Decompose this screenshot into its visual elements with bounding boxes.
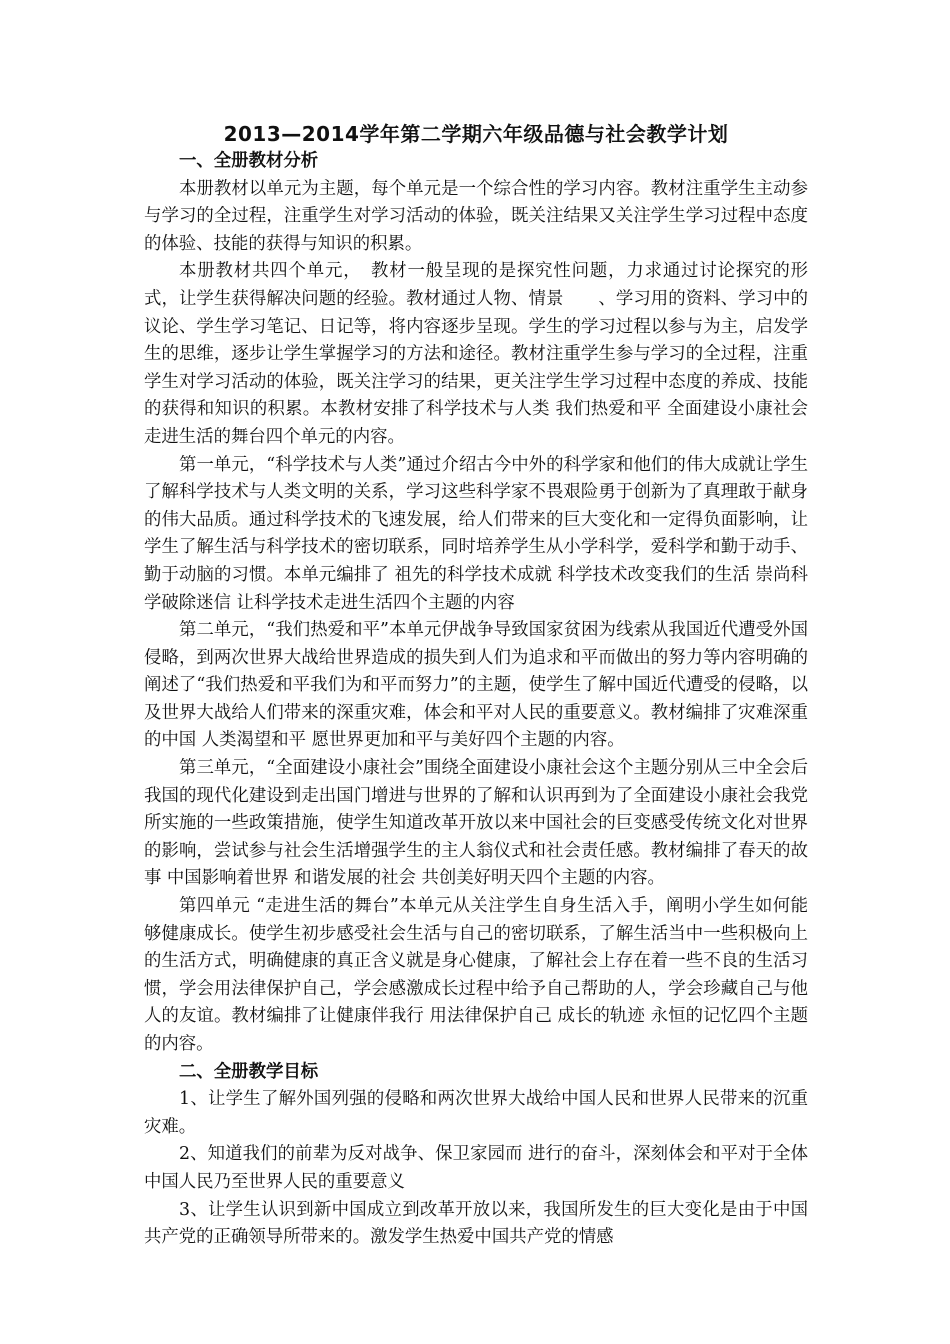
paragraph: 本册教材以单元为主题，每个单元是一个综合性的学习内容。教材注重学生主动参与学习的全过程，注重学生对学习活动的体验，既关注结果又关注学生学习过程中态度的体验、技能的获得与知识的积累。 <box>144 178 808 254</box>
section-heading-textbook-analysis: 一、全册教材分析 <box>179 151 319 171</box>
section-heading-teaching-goals: 二、全册教学目标 <box>179 1061 319 1082</box>
goal-item: 2、知道我们的前辈为反对战争、保卫家园而 进行的奋斗，深刻体会和平对于全体中国人民乃至世界人民的重要意义 <box>144 1144 808 1192</box>
paragraph: 第三单元，“全面建设小康社会”围绕全面建设小康社会这个主题分别从三中全会后我国的现代化建设到走出国门增进与世界的了解和认识再到为了全面建设小康社会我党所实施的一些政策措施，使学生知道改革开放以来中国社会的巨变感受传统文化对世界的影响，尝试参与社会生活增强学生的主人翁仪式和社会责任感。教材编排了春天的故事 中国影响着世界 和谐发展的社会 共创美好明天四个主题的内容。 <box>144 758 808 889</box>
paragraph: 第二单元，“我们热爱和平”本单元伊战争导致国家贫困为线索从我国近代遭受外国侵略，到两次世界大战给世界造成的损失到人们为追求和平而做出的努力等内容明确的阐述了“我们热爱和平我们为和平而努力”的主题，使学生了解中国近代遭受的侵略，以及世界大战给人们带来的深重灾难，体会和平对人民的重要意义。教材编排了灾难深重的中国 人类渴望和平 愿世界更加和平与美好四个主题的内容。 <box>144 620 808 751</box>
paragraph: 本册教材共四个单元， 教材一般呈现的是探究性问题，力求通过讨论探究的形式，让学生获得解决问题的经验。教材通过人物、情景 、学习用的资料、学习中的议论、学生学习笔记、日记等，将内容逐步呈现。学生的学习过程以参与为主，启发学生的思维，逐步让学生掌握学习的方法和途径。教材注重学生参与学习的全过程，注重学生对学习活动的体验，既关注学习的结果，更关注学生学习过程中态度的养成、技能的获得和知识的积累。本教材安排了科学技术与人类 我们热爱和平 全面建设小康社会 走进生活的舞台四个单元的内容。 <box>144 261 808 447</box>
document-page <box>144 120 808 1252</box>
goal-item: 1、让学生了解外国列强的侵略和两次世界大战给中国人民和世界人民带来的沉重灾难。 <box>144 1089 808 1137</box>
paragraph: 第一单元，“科学技术与人类”通过介绍古今中外的科学家和他们的伟大成就让学生了解科学技术与人类文明的关系，学习这些科学家不畏艰险勇于创新为了真理敢于献身的伟大品质。通过科学技术的飞速发展，给人们带来的巨大变化和一定得负面影响，让学生了解生活与科学技术的密切联系，同时培养学生从小学科学，爱科学和勤于动手、勤于动脑的习惯。本单元编排了 祖先的科学技术成就 科学技术改变我们的生活 崇尚科学破除迷信 让科学技术走进生活四个主题的内容 <box>144 454 808 613</box>
paragraph: 第四单元 “走进生活的舞台”本单元从关注学生自身生活入手，阐明小学生如何能够健康成长。使学生初步感受社会生活与自己的密切联系，了解生活当中一些积极向上的生活方式，明确健康的真正含义就是身心健康，了解社会上存在着一些不良的生活习惯，学会用法律保护自己，学会感激成长过程中给予自己帮助的人，学会珍藏自己与他人的友谊。教材编排了让健康伴我行 用法律保护自己 成长的轨迹 永恒的记忆四个主题的内容。 <box>144 896 808 1054</box>
goal-item: 3、让学生认识到新中国成立到改革开放以来，我国所发生的巨大变化是由于中国共产党的正确领导所带来的。激发学生热爱中国共产党的情感 <box>144 1199 808 1248</box>
document-title: 2013—2014学年第二学期六年级品德与社会教学计划 <box>223 122 729 146</box>
